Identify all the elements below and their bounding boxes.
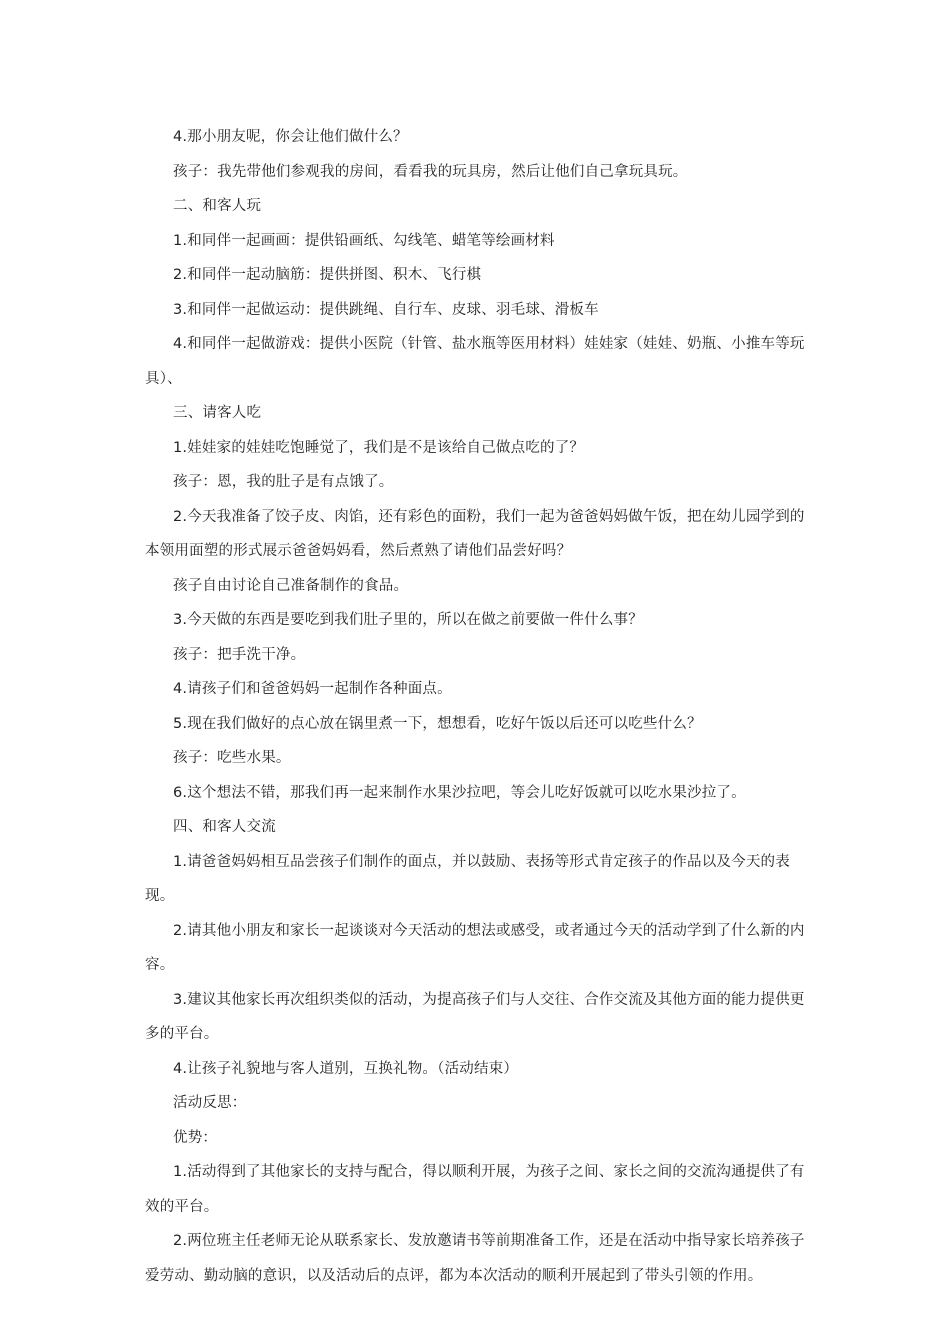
paragraph: 2.请其他小朋友和家长一起谈谈对今天活动的想法或感受，或者通过今天的活动学到了什么新的内容。: [145, 922, 805, 973]
paragraph: 1.请爸爸妈妈相互品尝孩子们制作的面点，并以鼓励、表扬等形式肯定孩子的作品以及今天的表现。: [145, 853, 790, 904]
paragraph: 1.和同伴一起画画：提供铅画纸、勾线笔、蜡笔等绘画材料: [173, 232, 555, 249]
paragraph: 1.娃娃家的娃娃吃饱睡觉了，我们是不是该给自己做点吃的了？: [173, 439, 585, 456]
paragraph: 3.今天做的东西是要吃到我们肚子里的，所以在做之前要做一件什么事？: [173, 612, 643, 628]
paragraph: 4.请孩子们和爸爸妈妈一起制作各种面点。: [173, 681, 452, 697]
paragraph: 孩子：恩，我的肚子是有点饿了。: [173, 474, 394, 490]
paragraph: 孩子自由讨论自己准备制作的食品。: [173, 577, 409, 594]
paragraph: 优势：: [173, 1129, 218, 1146]
paragraph: 孩子：吃些水果。: [173, 750, 291, 766]
section-heading: 二、和客人玩: [173, 198, 262, 214]
paragraph: 5.现在我们做好的点心放在锅里煮一下，想想看，吃好午饭以后还可以吃些什么？: [173, 715, 702, 732]
paragraph: 1.活动得到了其他家长的支持与配合，得以顺利开展，为孩子之间、家长之间的交流沟通提供了有效的平台。: [145, 1164, 805, 1215]
paragraph: 孩子：我先带他们参观我的房间，看看我的玩具房，然后让他们自己拿玩具玩。: [173, 163, 688, 180]
paragraph: 6.这个想法不错，那我们再一起来制作水果沙拉吧，等会儿吃好饭就可以吃水果沙拉了。: [173, 784, 746, 801]
paragraph: 3.建议其他家长再次组织类似的活动，为提高孩子们与人交往、合作交流及其他方面的能力提供更多的平台。: [145, 991, 805, 1042]
paragraph: 3.和同伴一起做运动：提供跳绳、自行车、皮球、羽毛球、滑板车: [173, 301, 599, 318]
paragraph: 4.让孩子礼貌地与客人道别，互换礼物。（活动结束）: [173, 1060, 519, 1077]
section-heading: 活动反思：: [173, 1095, 247, 1111]
paragraph: 2.和同伴一起动脑筋：提供拼图、积木、飞行棋: [173, 267, 482, 283]
paragraph: 4.和同伴一起做游戏：提供小医院（针管、盐水瓶等医用材料）娃娃家（娃娃、奶瓶、小推车等玩具）、: [145, 336, 805, 387]
section-heading: 三、请客人吃: [173, 405, 262, 421]
paragraph: 2.两位班主任老师无论从联系家长、发放邀请书等前期准备工作，还是在活动中指导家长培养孩子爱劳动、勤动脑的意识，以及活动后的点评，都为本次活动的顺利开展起到了带头引领的作用。: [145, 1233, 805, 1284]
paragraph: 孩子：把手洗干净。: [173, 646, 306, 663]
paragraph: 2.今天我准备了饺子皮、肉馅，还有彩色的面粉，我们一起为爸爸妈妈做午饭，把在幼儿园学到的本领用面塑的形式展示爸爸妈妈看，然后煮熟了请他们品尝好吗？: [145, 508, 805, 559]
section-heading: 四、和客人交流: [173, 819, 276, 835]
paragraph: 4.那小朋友呢，你会让他们做什么？: [173, 129, 408, 145]
document-body: [145, 120, 815, 1293]
